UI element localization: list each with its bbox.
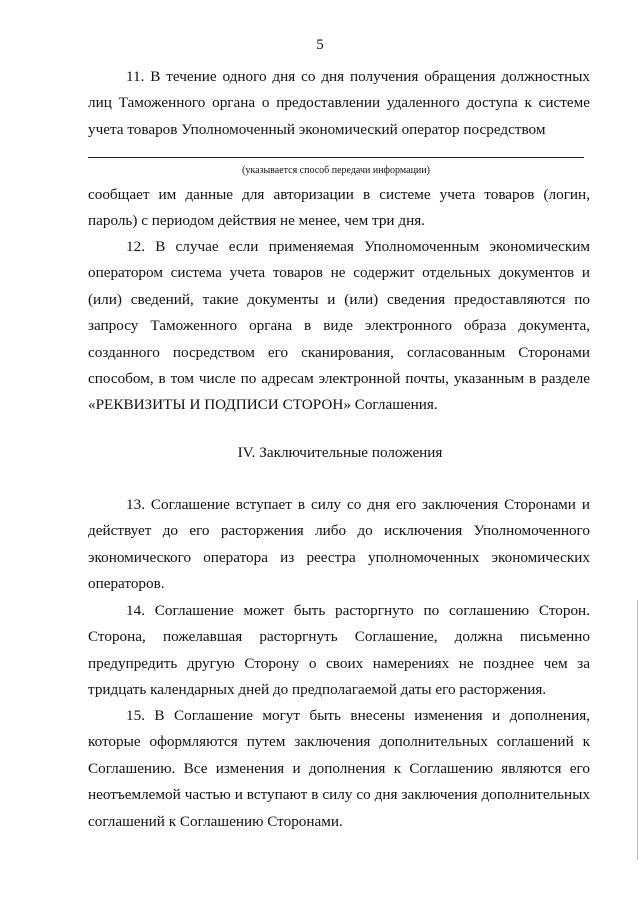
clause-15-text: 15. В Соглашение могут быть внесены изменения и дополнения, которые оформляются путем заключения дополнительных соглашений к Соглашению. Все изменения и дополнения к Соглашению являются его неотъемлемой частью и вступают в силу со дня заключения дополнительных соглашений к Соглашению Сторонами.	[88, 707, 590, 830]
clause-11-continuation: сообщает им данные для авторизации в системе учета товаров (логин, пароль) с периодом действия не менее, чем три дня.	[88, 186, 590, 230]
page-number: 5	[316, 37, 324, 53]
fill-in-line-caption: (указывается способ передачи информации)	[242, 165, 430, 176]
fill-in-line	[88, 157, 584, 158]
section-heading: IV. Заключительные положения	[237, 444, 443, 461]
scan-edge-mark	[637, 600, 638, 860]
clause-13-text: 13. Соглашение вступает в силу со дня его заключения Сторонами и действует до его расторжения либо до исключения Уполномоченного экономического оператора из реестра уполномоченных экономических операторов.	[88, 496, 590, 593]
clause-11-text: 11. В течение одного дня со дня получения обращения должностных лиц Таможенного органа о предоставлении удаленного доступа к системе учета товаров Уполномоченный экономический оператор посредством	[88, 68, 590, 138]
clause-14-text: 14. Соглашение может быть расторгнуто по соглашению Сторон. Сторона, пожелавшая расторгнуть Соглашение, должна письменно предупредить другую Сторону о своих намерениях не позднее чем за тридцать календарных дней до предполагаемой даты его расторжения.	[88, 602, 590, 699]
clause-12-text: 12. В случае если применяемая Уполномоченным экономическим оператором система учета товаров не содержит отдельных документов и (или) сведений, такие документы и (или) сведения предоставляются по запросу Таможенного органа в виде электронного образа документа, созданного посредством его сканирования, согласованным Сторонами способом, в том числе по адресам электронной почты, указанным в разделе «РЕКВИЗИТЫ И ПОДПИСИ СТОРОН» Соглашения.	[88, 238, 590, 414]
